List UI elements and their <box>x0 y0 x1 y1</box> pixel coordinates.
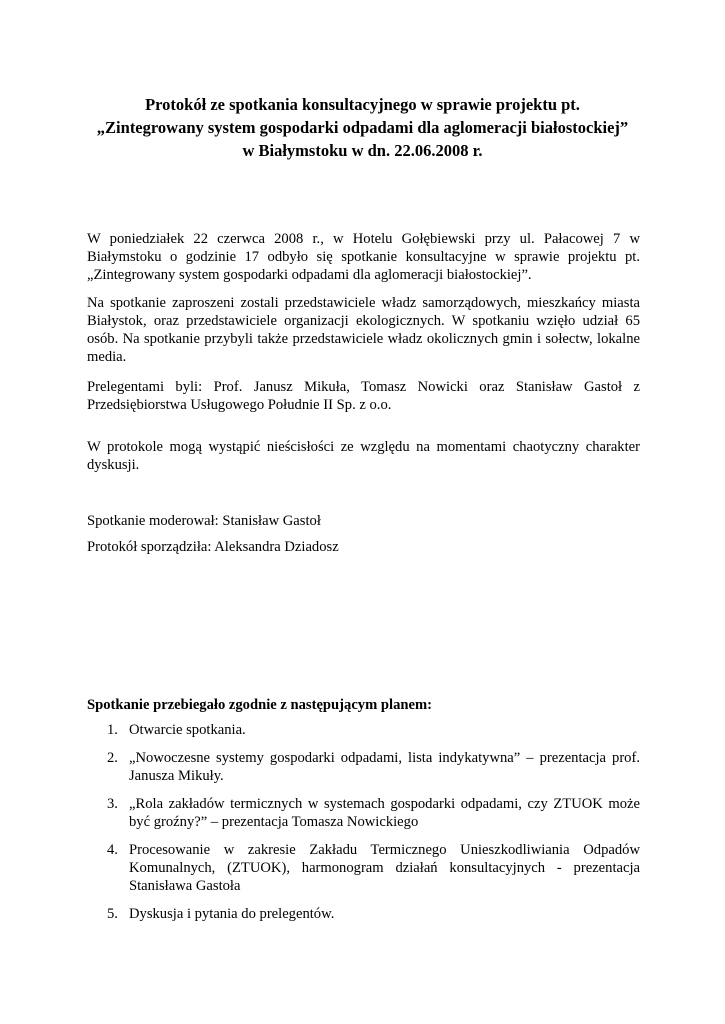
plan-item-text: Procesowanie w zakresie Zakładu Termicznego Unieszkodliwiania Odpadów Komunalnych, (ZTUOK), harmonogram działań konsultacyjnych - prezentacja Stanisława Gastoła <box>129 842 640 894</box>
plan-item-1 <box>87 721 640 739</box>
plan-item-4 <box>87 841 640 895</box>
title-line-3: w Białymstoku w dn. 22.06.2008 r. <box>242 141 483 160</box>
plan-item-number: 3. <box>107 796 118 812</box>
plan-item-3 <box>87 795 640 831</box>
title-line-2: „Zintegrowany system gospodarki odpadami dla aglomeracji białostockiej” <box>96 118 629 137</box>
plan-heading: Spotkanie przebiegało zgodnie z następującym planem: <box>87 697 432 713</box>
plan-item-number: 2. <box>107 750 118 766</box>
plan-item-number: 4. <box>107 842 118 858</box>
plan-item-text: „Nowoczesne systemy gospodarki odpadami, lista indykatywna” – prezentacja prof. Janusza Mikuły. <box>129 750 640 784</box>
speakers-paragraph: Prelegentami byli: Prof. Janusz Mikuła, Tomasz Nowicki oraz Stanisław Gastoł z Przedsiębiorstwa Usługowego Południe II Sp. z o.o. <box>87 379 640 413</box>
disclaimer-paragraph: W protokole mogą wystąpić nieścisłości ze względu na momentami chaotyczny charakter dyskusji. <box>87 439 640 473</box>
plan-item-number: 5. <box>107 906 118 922</box>
plan-item-text: Otwarcie spotkania. <box>129 722 246 738</box>
invited-paragraph: Na spotkanie zaproszeni zostali przedstawiciele władz samorządowych, mieszkańcy miasta Białystok, oraz przedstawiciele organizacji ekologicznych. W spotkaniu wzięło udział 65 osób. Na spotkanie przybyli także przedstawiciele władz okolicznych gmin i sołectw, lokalne media. <box>87 295 640 365</box>
plan-item-text: Dyskusja i pytania do prelegentów. <box>129 906 335 922</box>
intro-paragraph: W poniedziałek 22 czerwca 2008 r., w Hotelu Gołębiewski przy ul. Pałacowej 7 w Białymstoku o godzinie 17 odbyło się spotkanie konsultacyjne w sprawie projektu pt. „Zintegrowany system gospodarki odpadami dla aglomeracji białostockiej”. <box>87 231 640 283</box>
plan-list <box>87 721 640 933</box>
plan-item-text: „Rola zakładów termicznych w systemach gospodarki odpadami, czy ZTUOK może być groźny?” – prezentacja Tomasza Nowickiego <box>129 796 640 830</box>
plan-item-5 <box>87 905 640 923</box>
title-line-1: Protokół ze spotkania konsultacyjnego w sprawie projektu pt. <box>145 95 580 114</box>
plan-item-number: 1. <box>107 722 118 738</box>
document-title <box>60 93 665 162</box>
moderator-line: Spotkanie moderował: Stanisław Gastoł <box>87 513 321 529</box>
author-line: Protokół sporządziła: Aleksandra Dziadosz <box>87 539 339 555</box>
plan-item-2 <box>87 749 640 785</box>
